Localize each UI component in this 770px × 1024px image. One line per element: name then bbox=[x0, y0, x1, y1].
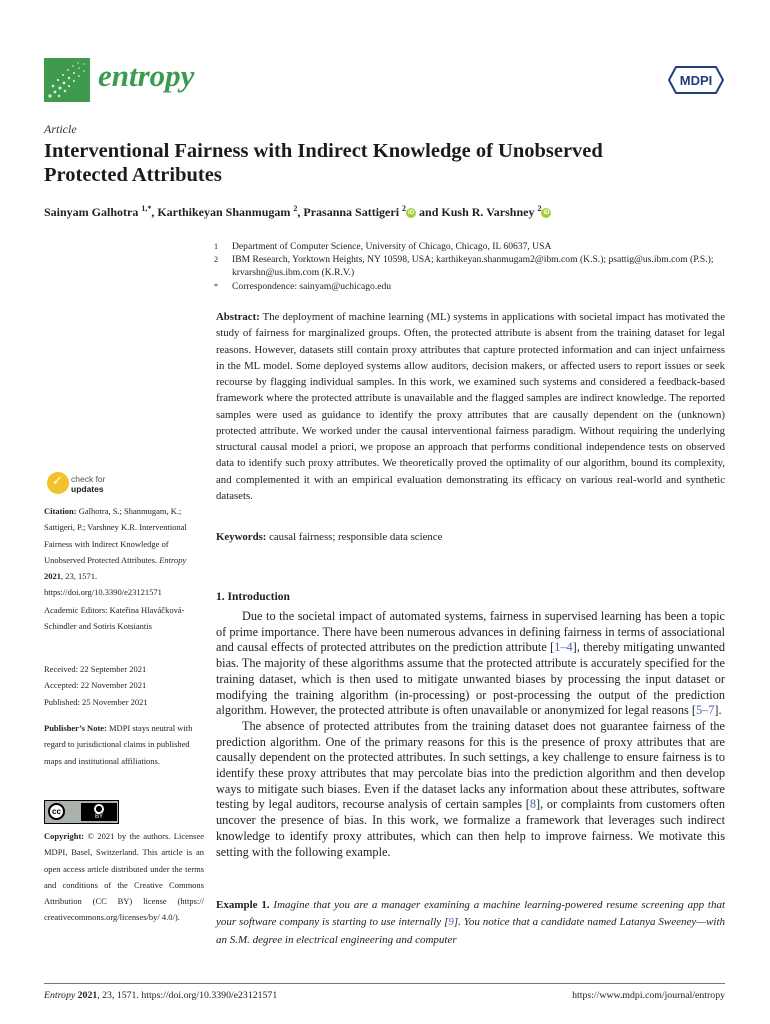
author-affiliation-mark: 2 bbox=[293, 204, 298, 213]
affiliation-text: Correspondence: sainyam@uchicago.edu bbox=[232, 280, 392, 292]
author-name[interactable]: Sainyam Galhotra bbox=[44, 205, 139, 219]
publisher-note bbox=[44, 720, 204, 769]
citation-text: Galhotra, S.; Shanmugam, K.; Sattigeri, P.; Varshney K.R. Interventional Fairness with Indirect Knowledge of Unobserved Protected Attributes. bbox=[44, 506, 187, 565]
copyright-block bbox=[44, 828, 204, 926]
citation-year: 2021 bbox=[44, 571, 61, 582]
author-affiliation-mark: 2 bbox=[537, 204, 542, 213]
body-text: ]. bbox=[714, 703, 722, 718]
check-updates-line2: updates bbox=[71, 484, 104, 494]
footer-year: 2021 bbox=[77, 990, 98, 1001]
example-paragraph bbox=[216, 897, 725, 949]
author-separator: , bbox=[151, 205, 158, 219]
footer-journal-url[interactable]: https://www.mdpi.com/journal/entropy bbox=[572, 990, 725, 1001]
keywords-text: causal fairness; responsible data science bbox=[269, 531, 443, 543]
example-label: Example 1. bbox=[216, 899, 270, 911]
example-text-a: Imagine that you are a manager examining a machine learning-powered resume screening app that your software company is starting to use internally [ bbox=[216, 899, 725, 929]
introduction-body bbox=[216, 609, 725, 860]
footer-journal: Entropy bbox=[44, 990, 76, 1001]
author-affiliation-mark: 2 bbox=[402, 204, 407, 213]
affiliations bbox=[214, 240, 724, 293]
affiliation-text: Department of Computer Science, University of Chicago, Chicago, IL 60637, USA bbox=[232, 241, 552, 252]
mdpi-logo-text: MDPI bbox=[679, 73, 713, 88]
author-affiliation-mark: 1,* bbox=[141, 204, 152, 213]
author-name[interactable]: Kush R. Varshney bbox=[441, 205, 535, 219]
affiliation-mark: 2 bbox=[214, 255, 218, 265]
date-published: Published: 25 November 2021 bbox=[44, 696, 148, 707]
affiliation-item bbox=[214, 253, 724, 279]
affiliation-item bbox=[214, 240, 724, 253]
affiliation-mark: * bbox=[214, 281, 218, 291]
date-received: Received: 22 September 2021 bbox=[44, 664, 147, 674]
article-type: Article bbox=[44, 122, 77, 136]
check-for-updates-button[interactable] bbox=[47, 472, 187, 502]
date-accepted: Accepted: 22 November 2021 bbox=[44, 680, 147, 691]
dates bbox=[44, 661, 204, 710]
citation-link[interactable]: 1–4 bbox=[554, 640, 573, 655]
example-text-b: ]. You notice that a candidate named Latanya Sweeney—with an S.M. degree in electrical engineering and computer bbox=[216, 916, 725, 946]
abstract-text: The deployment of machine learning (ML) systems in applications with societal impact has motivated the study of fairness for marginalized groups. Often, the protected attribute is absent from the training dataset for legal reasons. However, datasets still contain proxy attributes that capture protected information and can inject unfairness in the ML model. Some deployed systems allow auditors, decision makers, or affected users to report issues or seek recourse by flagging individual samples. In this work, we examined such systems and considered a feedback-based framework where the protected attribute is unavailable and the flagged samples are indirect knowledge. The reported samples were used as guidance to identify the proxy attributes that are causally dependent on the (unknown) protected attribute. We worked under the causal interventional fairness paradigm. Without requiring the underlying structural causal model a priori, we propose an approach that performs conditional independence tests on observed data to identify such proxy attributes. We theoretically proved the optimality of our algorithm, bound its complexity, and complemented it with an empirical evaluation demonstrating its efficacy on various real-world and synthetic datasets. bbox=[216, 311, 725, 502]
affiliation-mark: 1 bbox=[214, 242, 218, 251]
journal-logo-mark bbox=[44, 58, 90, 102]
citation-journal: Entropy bbox=[159, 554, 187, 565]
footer-rule bbox=[44, 983, 725, 984]
author-list bbox=[44, 204, 551, 220]
citation-link[interactable]: 5–7 bbox=[695, 703, 715, 718]
author-name[interactable]: Karthikeyan Shanmugam bbox=[157, 205, 291, 219]
body-text: The absence of protected attributes from the training dataset does not guarantee fairness of the prediction algorithm. One of the primary reasons for this is the presence of proxy attributes that are causally dependent on the protected attributes. In such settings, a key challenge to ensure fairness is to identify these proxy attributes that may percolate bias into the prediction algorithm and then develop ways to mitigate such biases. Even if the dataset lacks any information about these attributes, software testing by legal auditors, recourse analysis of certain samples [ bbox=[216, 718, 725, 812]
author-name[interactable]: Prasanna Sattigeri bbox=[303, 205, 400, 219]
orcid-icon[interactable]: iD bbox=[408, 210, 415, 216]
body-paragraph bbox=[216, 609, 725, 719]
affiliation-text: IBM Research, Yorktown Heights, NY 10598, USA; karthikeyan.shanmugam2@ibm.com (K.S.); psattig@us.ibm.com (P.S.); krvarshn@us.ibm.com (K.R.V.) bbox=[232, 254, 714, 279]
publisher-note-label: Publisher’s Note: bbox=[44, 723, 107, 733]
author-separator: and bbox=[416, 205, 442, 219]
article-title: Interventional Fairness with Indirect Knowledge of Unobserved Protected Attributes bbox=[44, 140, 603, 186]
citation-doi-link[interactable]: , 23, 1571. https://doi.org/10.3390/e23121571 bbox=[44, 571, 162, 598]
body-text: Due to the societal impact of automated systems, fairness in supervised learning has been a topic of prime importance. There have been numerous advances in defining fairness in terms of associational and causal effects of protected attributes on the prediction attribute [ bbox=[216, 609, 725, 655]
citation-label: Citation: bbox=[44, 506, 77, 516]
mdpi-logo bbox=[668, 66, 724, 99]
affiliation-item bbox=[214, 280, 724, 293]
citation-block bbox=[44, 503, 204, 601]
abstract-label: Abstract: bbox=[216, 311, 260, 323]
body-paragraph bbox=[216, 719, 725, 860]
keywords-label: Keywords: bbox=[216, 531, 267, 543]
citation-link[interactable]: 8 bbox=[529, 797, 536, 812]
example-citation-link[interactable]: 9 bbox=[448, 916, 454, 929]
cc-icon: cc bbox=[48, 803, 65, 820]
copyright-text: © 2021 by the authors. Licensee MDPI, Basel, Switzerland. This article is an open access article distributed under the terms and conditions of the Creative Commons Attribution (CC BY) license (https:// creativecommons.org/licenses/by/ 4.0/). bbox=[44, 831, 204, 923]
check-updates-line1: check for bbox=[71, 474, 106, 484]
body-text: ], thereby mitigating unwanted bias. The majority of these algorithms assume that the protected attribute is accurately specified for the training dataset, which is then used to mitigate unwanted biases by processing the input dataset or modifying the training algorithm (in-processing) or post-processing the output of the prediction algorithm. However, the protected attribute is often unavailable or anonymized for legal reasons [ bbox=[216, 640, 725, 718]
section-heading: 1. Introduction bbox=[216, 591, 290, 603]
author-separator: , bbox=[297, 205, 304, 219]
abstract bbox=[216, 309, 725, 504]
publisher-note-text: MDPI stays neutral with regard to jurisdictional claims in published maps and institutional affiliations. bbox=[44, 723, 193, 766]
orcid-icon[interactable]: iD bbox=[543, 210, 550, 216]
footer-doi[interactable]: , 23, 1571. https://doi.org/10.3390/e23121571 bbox=[97, 990, 278, 1001]
body-text: ], or complaints from customers often uncover the presence of bias. In this work, we formalize a framework that leverages such indirect knowledge to identify proxy attributes, which can then help to improve fairness. We motivate this setting with the following example. bbox=[216, 797, 725, 859]
copyright-label: Copyright: bbox=[44, 831, 85, 841]
journal-name: entropy bbox=[98, 58, 195, 93]
keywords bbox=[216, 531, 725, 543]
by-icon: ● BY bbox=[81, 803, 117, 821]
footer-citation bbox=[44, 990, 277, 1001]
check-updates-icon bbox=[47, 472, 69, 494]
academic-editors: Academic Editors: Kateřina Hlaváčková-Schindler and Sotiris Kotsiantis bbox=[44, 605, 185, 632]
cc-by-license-badge[interactable] bbox=[44, 800, 119, 824]
